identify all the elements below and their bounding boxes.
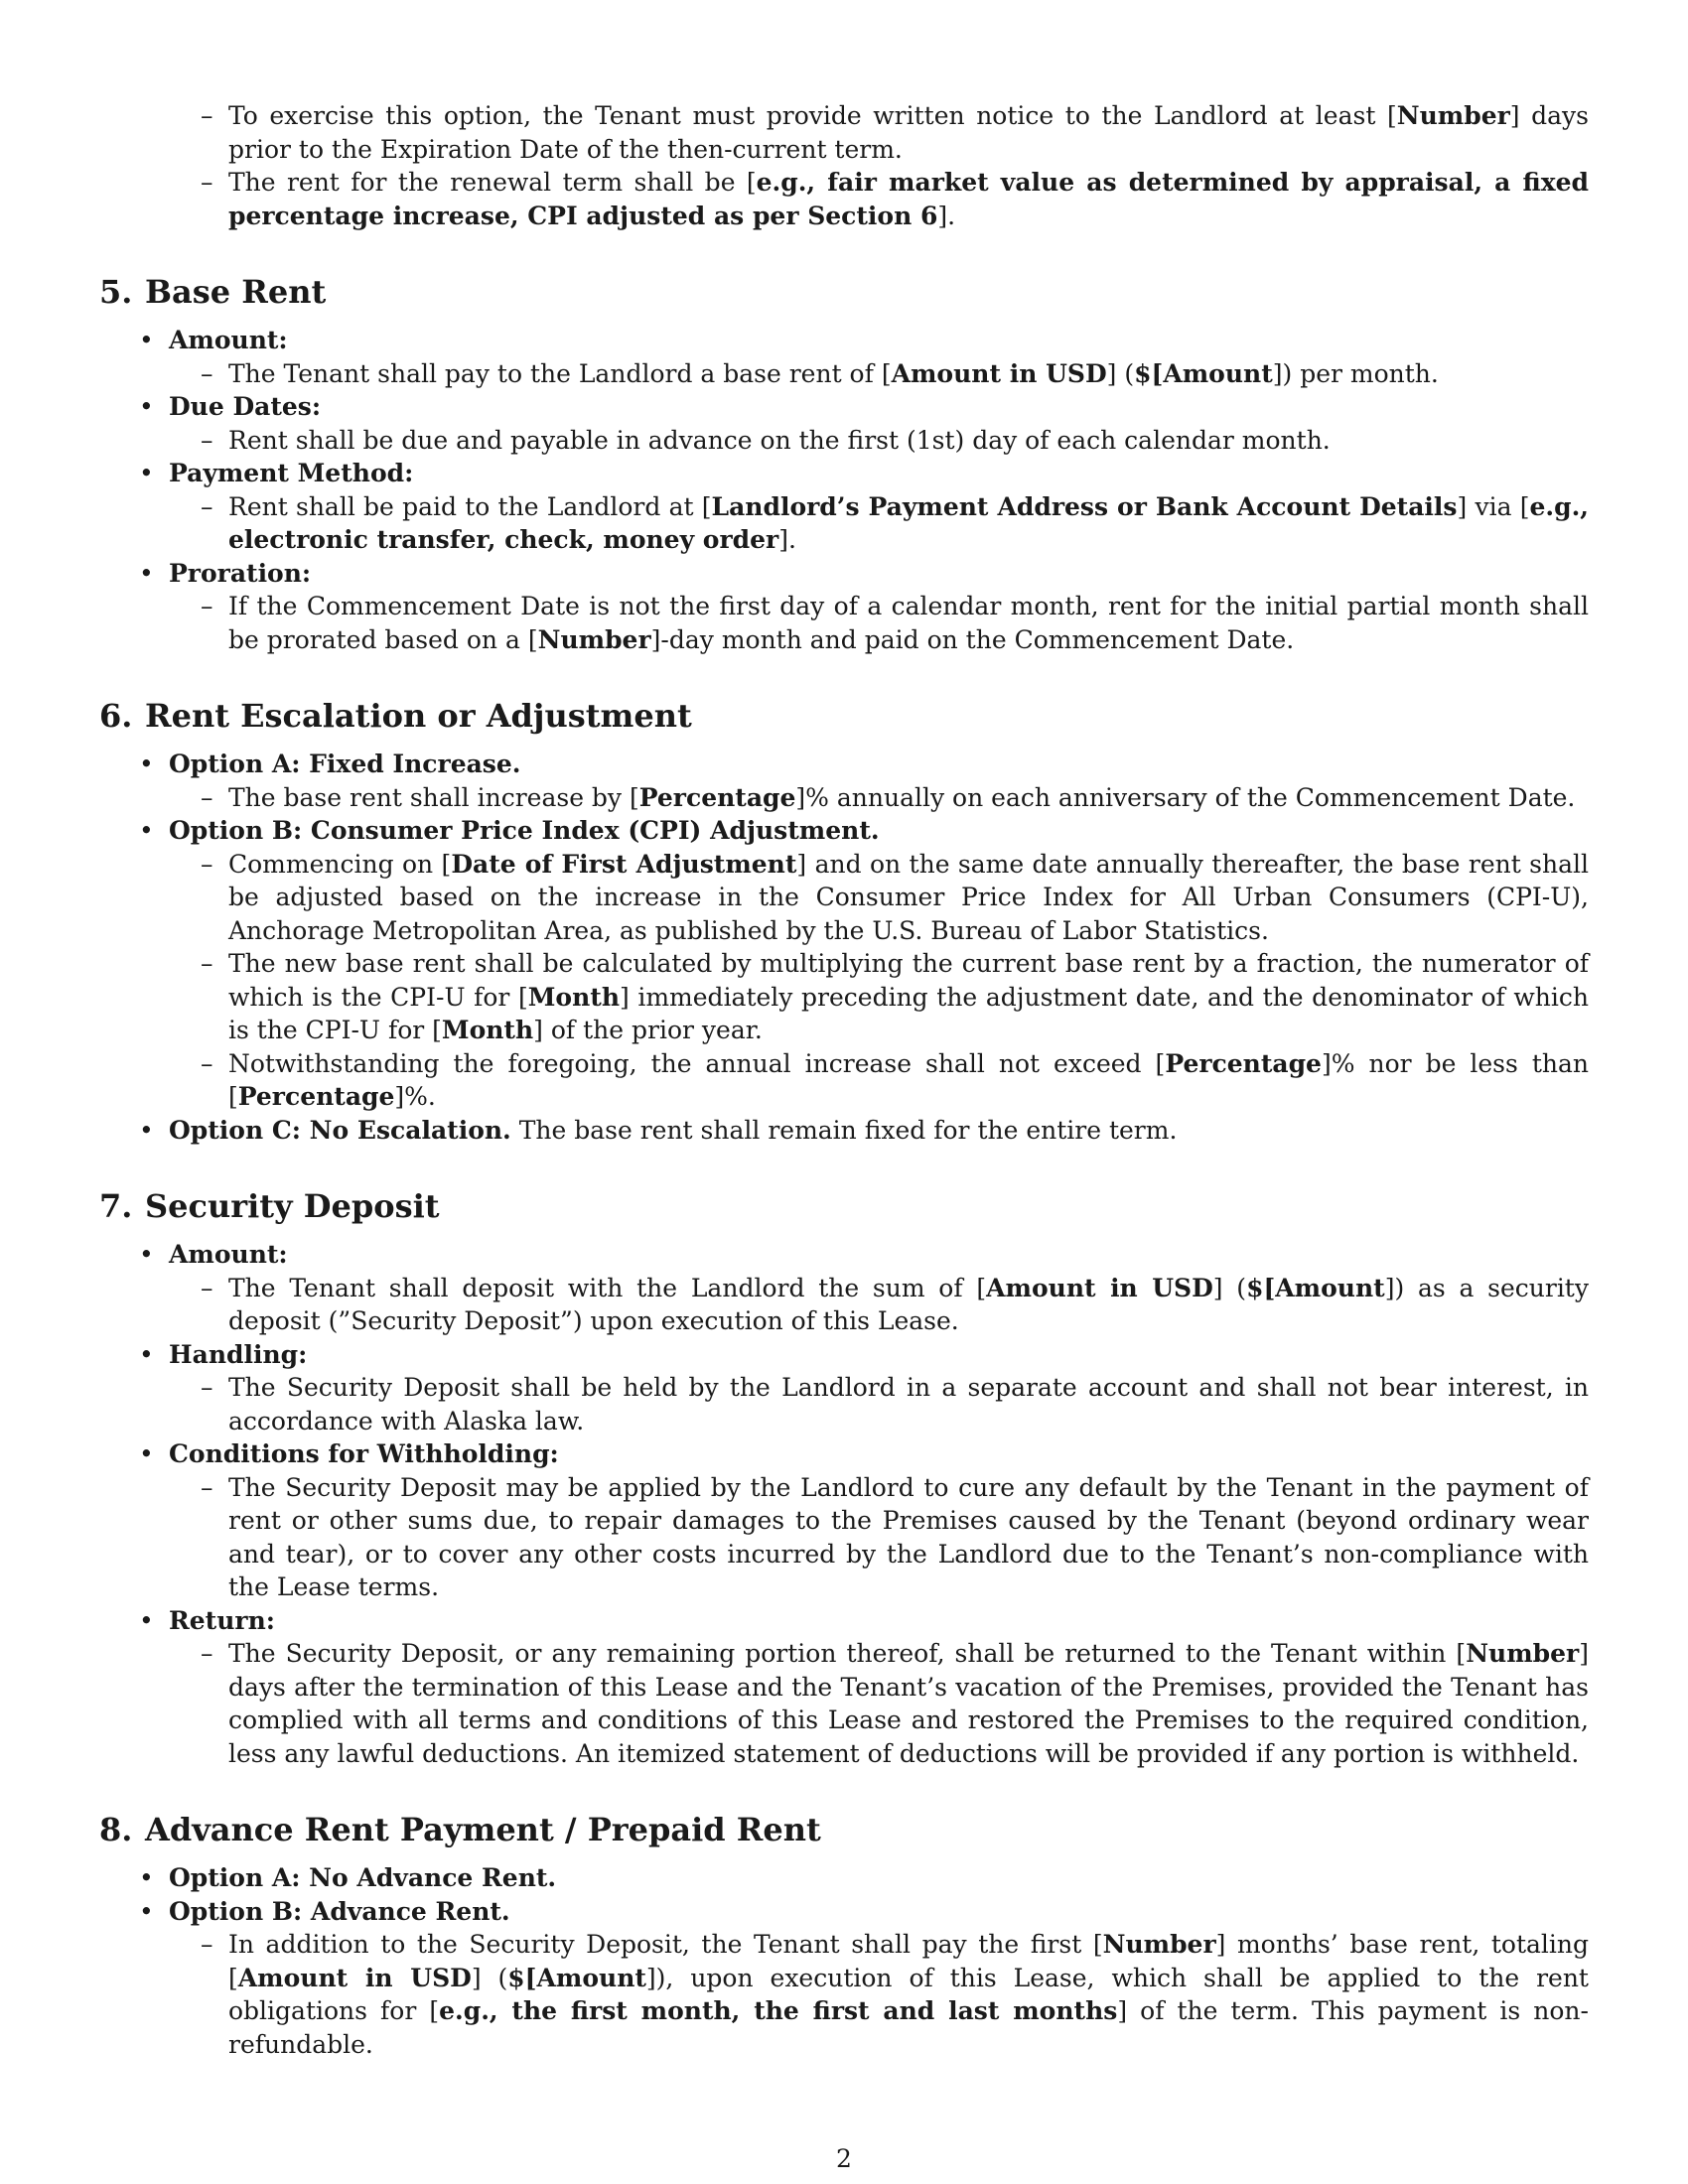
document-page xyxy=(99,99,1589,2061)
placeholder-text: Number xyxy=(1396,101,1510,130)
bullet-item xyxy=(99,1338,1589,1438)
sub-list xyxy=(169,1272,1589,1338)
item-heading: Return: xyxy=(169,1605,275,1635)
sub-list xyxy=(169,424,1589,458)
placeholder-text: Number xyxy=(537,624,651,654)
item-heading: Option A: Fixed Increase. xyxy=(169,750,521,778)
section-number: 5. xyxy=(99,273,133,311)
bullet-item xyxy=(99,1895,1589,2062)
sub-item: – If the Commencement Date is not the first day of a calendar month, rent for the initial partial month shall be prorated based on a [Number]-day month and paid on the Commencement Date. xyxy=(169,590,1589,656)
section-heading xyxy=(99,272,1589,312)
bullet-item xyxy=(99,748,1589,814)
bullet-item xyxy=(99,1114,1589,1148)
sub-list xyxy=(169,1928,1589,2061)
placeholder-text: Number xyxy=(1466,1639,1580,1668)
sub-list xyxy=(169,590,1589,656)
item-heading: Due Dates: xyxy=(169,392,322,421)
section-number: 8. xyxy=(99,1811,133,1848)
section xyxy=(99,1810,1589,2061)
placeholder-text: e.g., electronic transfer, check, money order xyxy=(228,491,1589,554)
sub-item: – The Security Deposit, or any remaining portion thereof, shall be returned to the Tenant within [Number] days after the termination of this Lease and the Tenant’s vacation of the Premises, provided the Tenant has complied with all terms and conditions of this Lease and restored the Premises to the required condition, less any lawful deductions. An itemized statement of deductions will be provided if any portion is withheld. xyxy=(169,1637,1589,1770)
bullet-item xyxy=(99,557,1589,657)
section xyxy=(99,1186,1589,1770)
item-text: The base rent shall remain fixed for the entire term. xyxy=(510,1115,1178,1145)
item-heading: Option C: No Escalation. xyxy=(169,1115,511,1145)
section xyxy=(99,696,1589,1147)
section-title: Security Deposit xyxy=(145,1187,440,1225)
placeholder-text: Month xyxy=(527,982,620,1012)
placeholder-text: Date of First Adjustment xyxy=(451,849,797,879)
section-title: Base Rent xyxy=(145,273,327,311)
sub-list xyxy=(169,490,1589,557)
sub-item: – Notwithstanding the foregoing, the annual increase shall not exceed [Percentage]% nor be less than [Percentage]%. xyxy=(169,1047,1589,1114)
placeholder-text: Number xyxy=(1102,1930,1216,1959)
placeholder-text: Landlord’s Payment Address or Bank Account Details xyxy=(711,491,1458,521)
bullet-item xyxy=(99,390,1589,457)
sub-item: – To exercise this option, the Tenant must provide written notice to the Landlord at least [Number] days prior to the Expiration Date of the then-current term. xyxy=(99,99,1589,166)
placeholder-text: Percentage xyxy=(237,1082,395,1111)
sub-list xyxy=(169,357,1589,391)
bullet-item xyxy=(99,324,1589,390)
sub-item: – Rent shall be paid to the Landlord at [Landlord’s Payment Address or Bank Account Details] via [e.g., electronic transfer, check, money order]. xyxy=(169,490,1589,557)
placeholder-text: Amount in USD xyxy=(891,358,1107,388)
bullet-item xyxy=(99,1604,1589,1771)
bullet-item xyxy=(99,1238,1589,1338)
sub-item: – The Tenant shall pay to the Landlord a base rent of [Amount in USD] ($[Amount]) per month. xyxy=(169,357,1589,391)
sub-item: – The base rent shall increase by [Percentage]% annually on each anniversary of the Commencement Date. xyxy=(169,781,1589,815)
item-heading: Handling: xyxy=(169,1339,308,1369)
placeholder-text: Percentage xyxy=(638,782,796,812)
sections-container xyxy=(99,272,1589,2061)
section-heading xyxy=(99,696,1589,736)
bullet-list xyxy=(99,1861,1589,2061)
sub-list xyxy=(169,1637,1589,1770)
page-number: 2 xyxy=(836,2144,852,2173)
continuation-list xyxy=(99,99,1589,232)
placeholder-text: Percentage xyxy=(1165,1048,1322,1078)
item-heading: Amount: xyxy=(169,326,288,354)
bullet-list xyxy=(99,324,1589,656)
sub-list xyxy=(169,848,1589,1114)
item-heading: Option A: No Advance Rent. xyxy=(169,1863,557,1892)
item-heading: Payment Method: xyxy=(169,459,414,487)
sub-list xyxy=(169,1471,1589,1604)
item-heading: Option B: Advance Rent. xyxy=(169,1896,510,1926)
sub-item: – The rent for the renewal term shall be [e.g., fair market value as determined by appraisal, a fixed percentage increase, CPI adjusted as per Section 6]. xyxy=(99,166,1589,232)
sub-item: – The Security Deposit shall be held by the Landlord in a separate account and shall not bear interest, in accordance with Alaska law. xyxy=(169,1371,1589,1437)
section-title: Rent Escalation or Adjustment xyxy=(145,697,692,735)
bullet-item xyxy=(99,1437,1589,1604)
item-heading: Option B: Consumer Price Index (CPI) Adjustment. xyxy=(169,816,880,845)
item-heading: Conditions for Withholding: xyxy=(169,1439,559,1468)
sub-item: – The Tenant shall deposit with the Landlord the sum of [Amount in USD] ($[Amount]) as a security deposit (”Security Deposit”) upon execution of this Lease. xyxy=(169,1272,1589,1338)
bullet-list xyxy=(99,748,1589,1147)
sub-item: – The new base rent shall be calculated by multiplying the current base rent by a fraction, the numerator of which is the CPI-U for [Month] immediately preceding the adjustment date, and the denominator of which is the CPI-U for [Month] of the prior year. xyxy=(169,947,1589,1047)
section xyxy=(99,272,1589,656)
section-number: 7. xyxy=(99,1187,133,1225)
placeholder-text: $[Amount xyxy=(507,1963,646,1992)
section-heading xyxy=(99,1186,1589,1226)
placeholder-text: $[Amount xyxy=(1246,1273,1385,1302)
placeholder-text: $[Amount xyxy=(1134,358,1273,388)
item-heading: Proration: xyxy=(169,558,312,588)
sub-item: – In addition to the Security Deposit, the Tenant shall pay the first [Number] months’ base rent, totaling [Amount in USD] ($[Amount]), upon execution of this Lease, which shall be applied to the rent obligations for [e.g., the first month, the first and last months] of the term. This payment is non-refundable. xyxy=(169,1928,1589,2061)
sub-item: – Rent shall be due and payable in advance on the first (1st) day of each calendar month. xyxy=(169,424,1589,458)
sub-item: – Commencing on [Date of First Adjustment] and on the same date annually thereafter, the base rent shall be adjusted based on the increase in the Consumer Price Index for All Urban Consumers (CPI-U), Anchorage Metropolitan Area, as published by the U.S. Bureau of Labor Statistics. xyxy=(169,848,1589,948)
sub-list xyxy=(169,781,1589,815)
bullet-item xyxy=(99,1861,1589,1895)
placeholder-text: e.g., the first month, the first and last months xyxy=(439,1996,1118,2025)
section-title: Advance Rent Payment / Prepaid Rent xyxy=(145,1811,821,1848)
bullet-item xyxy=(99,457,1589,557)
section-heading xyxy=(99,1810,1589,1849)
item-heading: Amount: xyxy=(169,1240,288,1269)
section-number: 6. xyxy=(99,697,133,735)
placeholder-text: Amount in USD xyxy=(986,1273,1213,1302)
bullet-list xyxy=(99,1238,1589,1770)
sub-list xyxy=(169,1371,1589,1437)
placeholder-text: Month xyxy=(441,1016,534,1044)
placeholder-text: e.g., fair market value as determined by appraisal, a fixed percentage increase, CPI adjusted as per Section 6 xyxy=(228,168,1589,230)
sub-item: – The Security Deposit may be applied by the Landlord to cure any default by the Tenant in the payment of rent or other sums due, to repair damages to the Premises caused by the Tenant (beyond ordinary wear and tear), or to cover any other costs incurred by the Landlord due to the Tenant’s non-compliance with the Lease terms. xyxy=(169,1471,1589,1604)
bullet-item xyxy=(99,814,1589,1114)
placeholder-text: Amount in USD xyxy=(237,1963,472,1992)
